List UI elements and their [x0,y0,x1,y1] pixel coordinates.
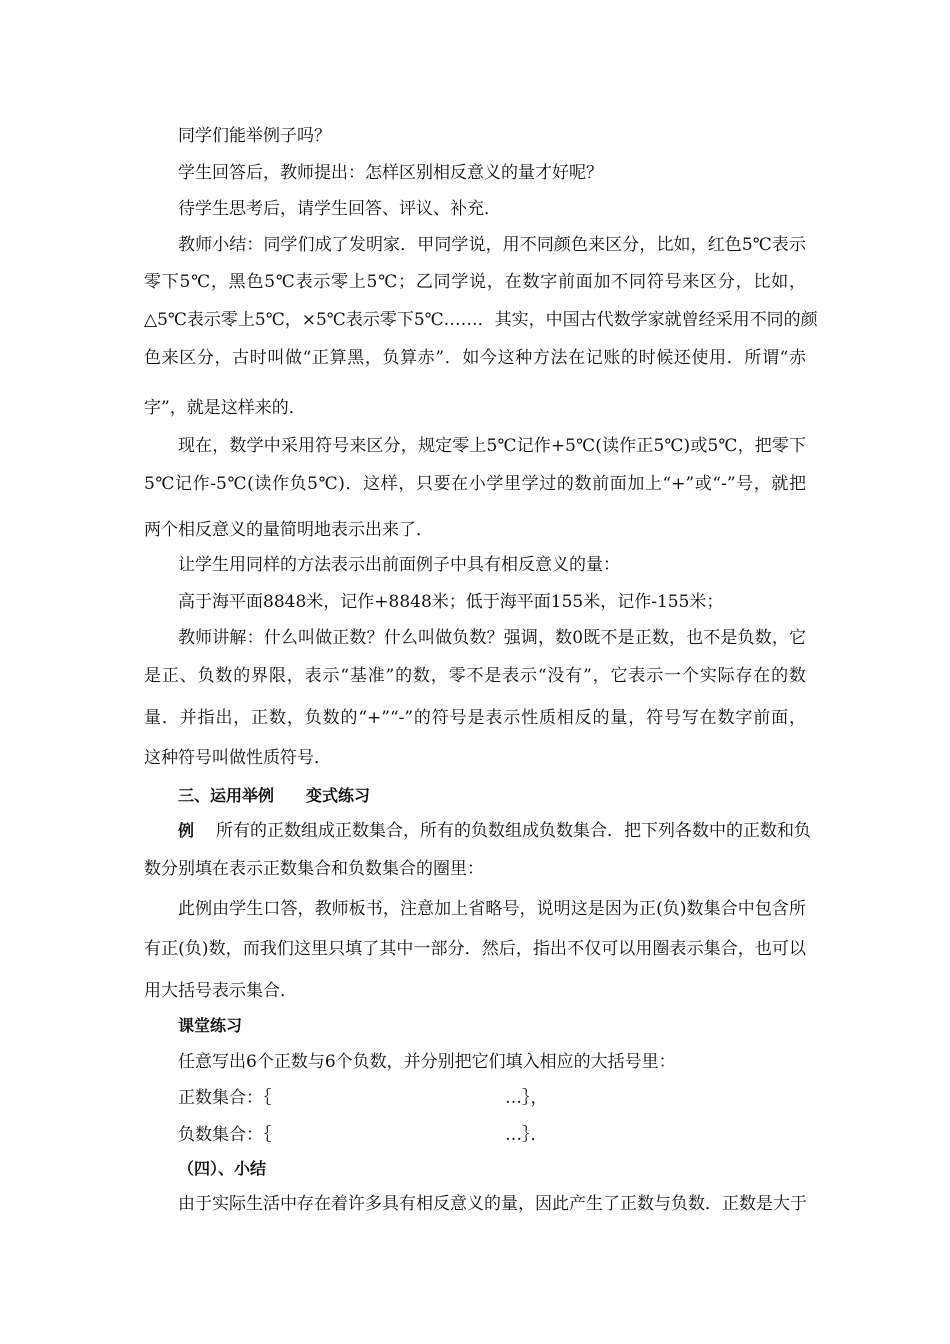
paragraph-explanation-line: 量．并指出，正数，负数的“+”“-”的符号是表示性质相反的量，符号写在数字前面， [144,708,806,728]
paragraph-summary-line: 教师小结：同学们成了发明家．甲同学说，用不同颜色来区分，比如，红色5℃表示 [178,235,806,255]
paragraph-summary-line: 字”，就是这样来的． [144,398,306,418]
paragraph-practice-task: 任意写出6个正数与6个负数，并分别把它们填入相应的大括号里： [178,1052,676,1072]
paragraph-sea-level-example: 高于海平面8848米，记作+8848米；低于海平面155米，记作-155米； [178,592,724,612]
paragraph-explanation-line: 是正、负数的界限，表示“基准”的数，零不是表示“没有”，它表示一个实际存在的数 [144,666,806,686]
section-heading-practice: 课堂练习 [178,1016,243,1035]
paragraph-board-line: 有正(负)数，而我们这里只填了其中一部分．然后，指出不仅可以用圈表示集合，也可以 [144,939,806,959]
example-text-line: 所有的正数组成正数集合，所有的负数组成负数集合．把下列各数中的正数和负 [216,821,811,841]
negative-set-end: …｝． [505,1125,548,1145]
paragraph-question: 同学们能举例子吗？ [178,126,331,146]
example-label: 例 [178,821,195,840]
paragraph-notation-line: 现在，数学中采用符号来区分，规定零上5℃记作+5℃(读作正5℃)或5℃，把零下 [178,436,806,456]
paragraph-practice-instruction: 让学生用同样的方法表示出前面例子中具有相反意义的量： [178,555,620,575]
paragraph-notation-line: 5℃记作-5℃(读作负5℃)．这样，只要在小学里学过的数前面加上“+”或“-”号，就把 [144,474,806,494]
section-heading-3: 三、运用举例 变式练习 [178,786,371,805]
positive-set-end: …｝， [505,1088,548,1108]
paragraph-board-line: 用大括号表示集合． [144,981,297,1001]
positive-set-label: 正数集合：｛ [178,1088,272,1108]
negative-set-label: 负数集合：｛ [178,1125,272,1145]
paragraph-summary-line: 色来区分，古时叫做“正算黑，负算赤”．如今这种方法在记账的时候还使用．所谓“赤 [144,348,806,368]
paragraph-notation-line: 两个相反意义的量简明地表示出来了． [144,520,433,540]
paragraph-summary-line: 零下5℃，黑色5℃表示零上5℃；乙同学说，在数字前面加不同符号来区分，比如， [144,272,806,292]
paragraph-board-line: 此例由学生口答，教师板书，注意加上省略号，说明这是因为正(负)数集合中包含所 [178,899,806,919]
section-heading-summary: （四）、小结 [178,1159,267,1178]
paragraph-explanation-line: 教师讲解：什么叫做正数？什么叫做负数？强调，数0既不是正数，也不是负数，它 [178,628,806,648]
paragraph-teacher-asks: 学生回答后，教师提出：怎样区别相反意义的量才好呢？ [178,163,603,183]
example-text-line: 数分别填在表示正数集合和负数集合的圈里： [144,859,484,879]
paragraph-summary-line: △5℃表示零上5℃，×5℃表示零下5℃……．其实，中国古代数学家就曾经采用不同的颜 [144,310,818,330]
paragraph-summary-text: 由于实际生活中存在着许多具有相反意义的量，因此产生了正数与负数．正数是大于 [178,1194,807,1214]
paragraph-explanation-line: 这种符号叫做性质符号． [144,748,331,768]
paragraph-students-think: 待学生思考后，请学生回答、评议、补充． [178,199,501,219]
